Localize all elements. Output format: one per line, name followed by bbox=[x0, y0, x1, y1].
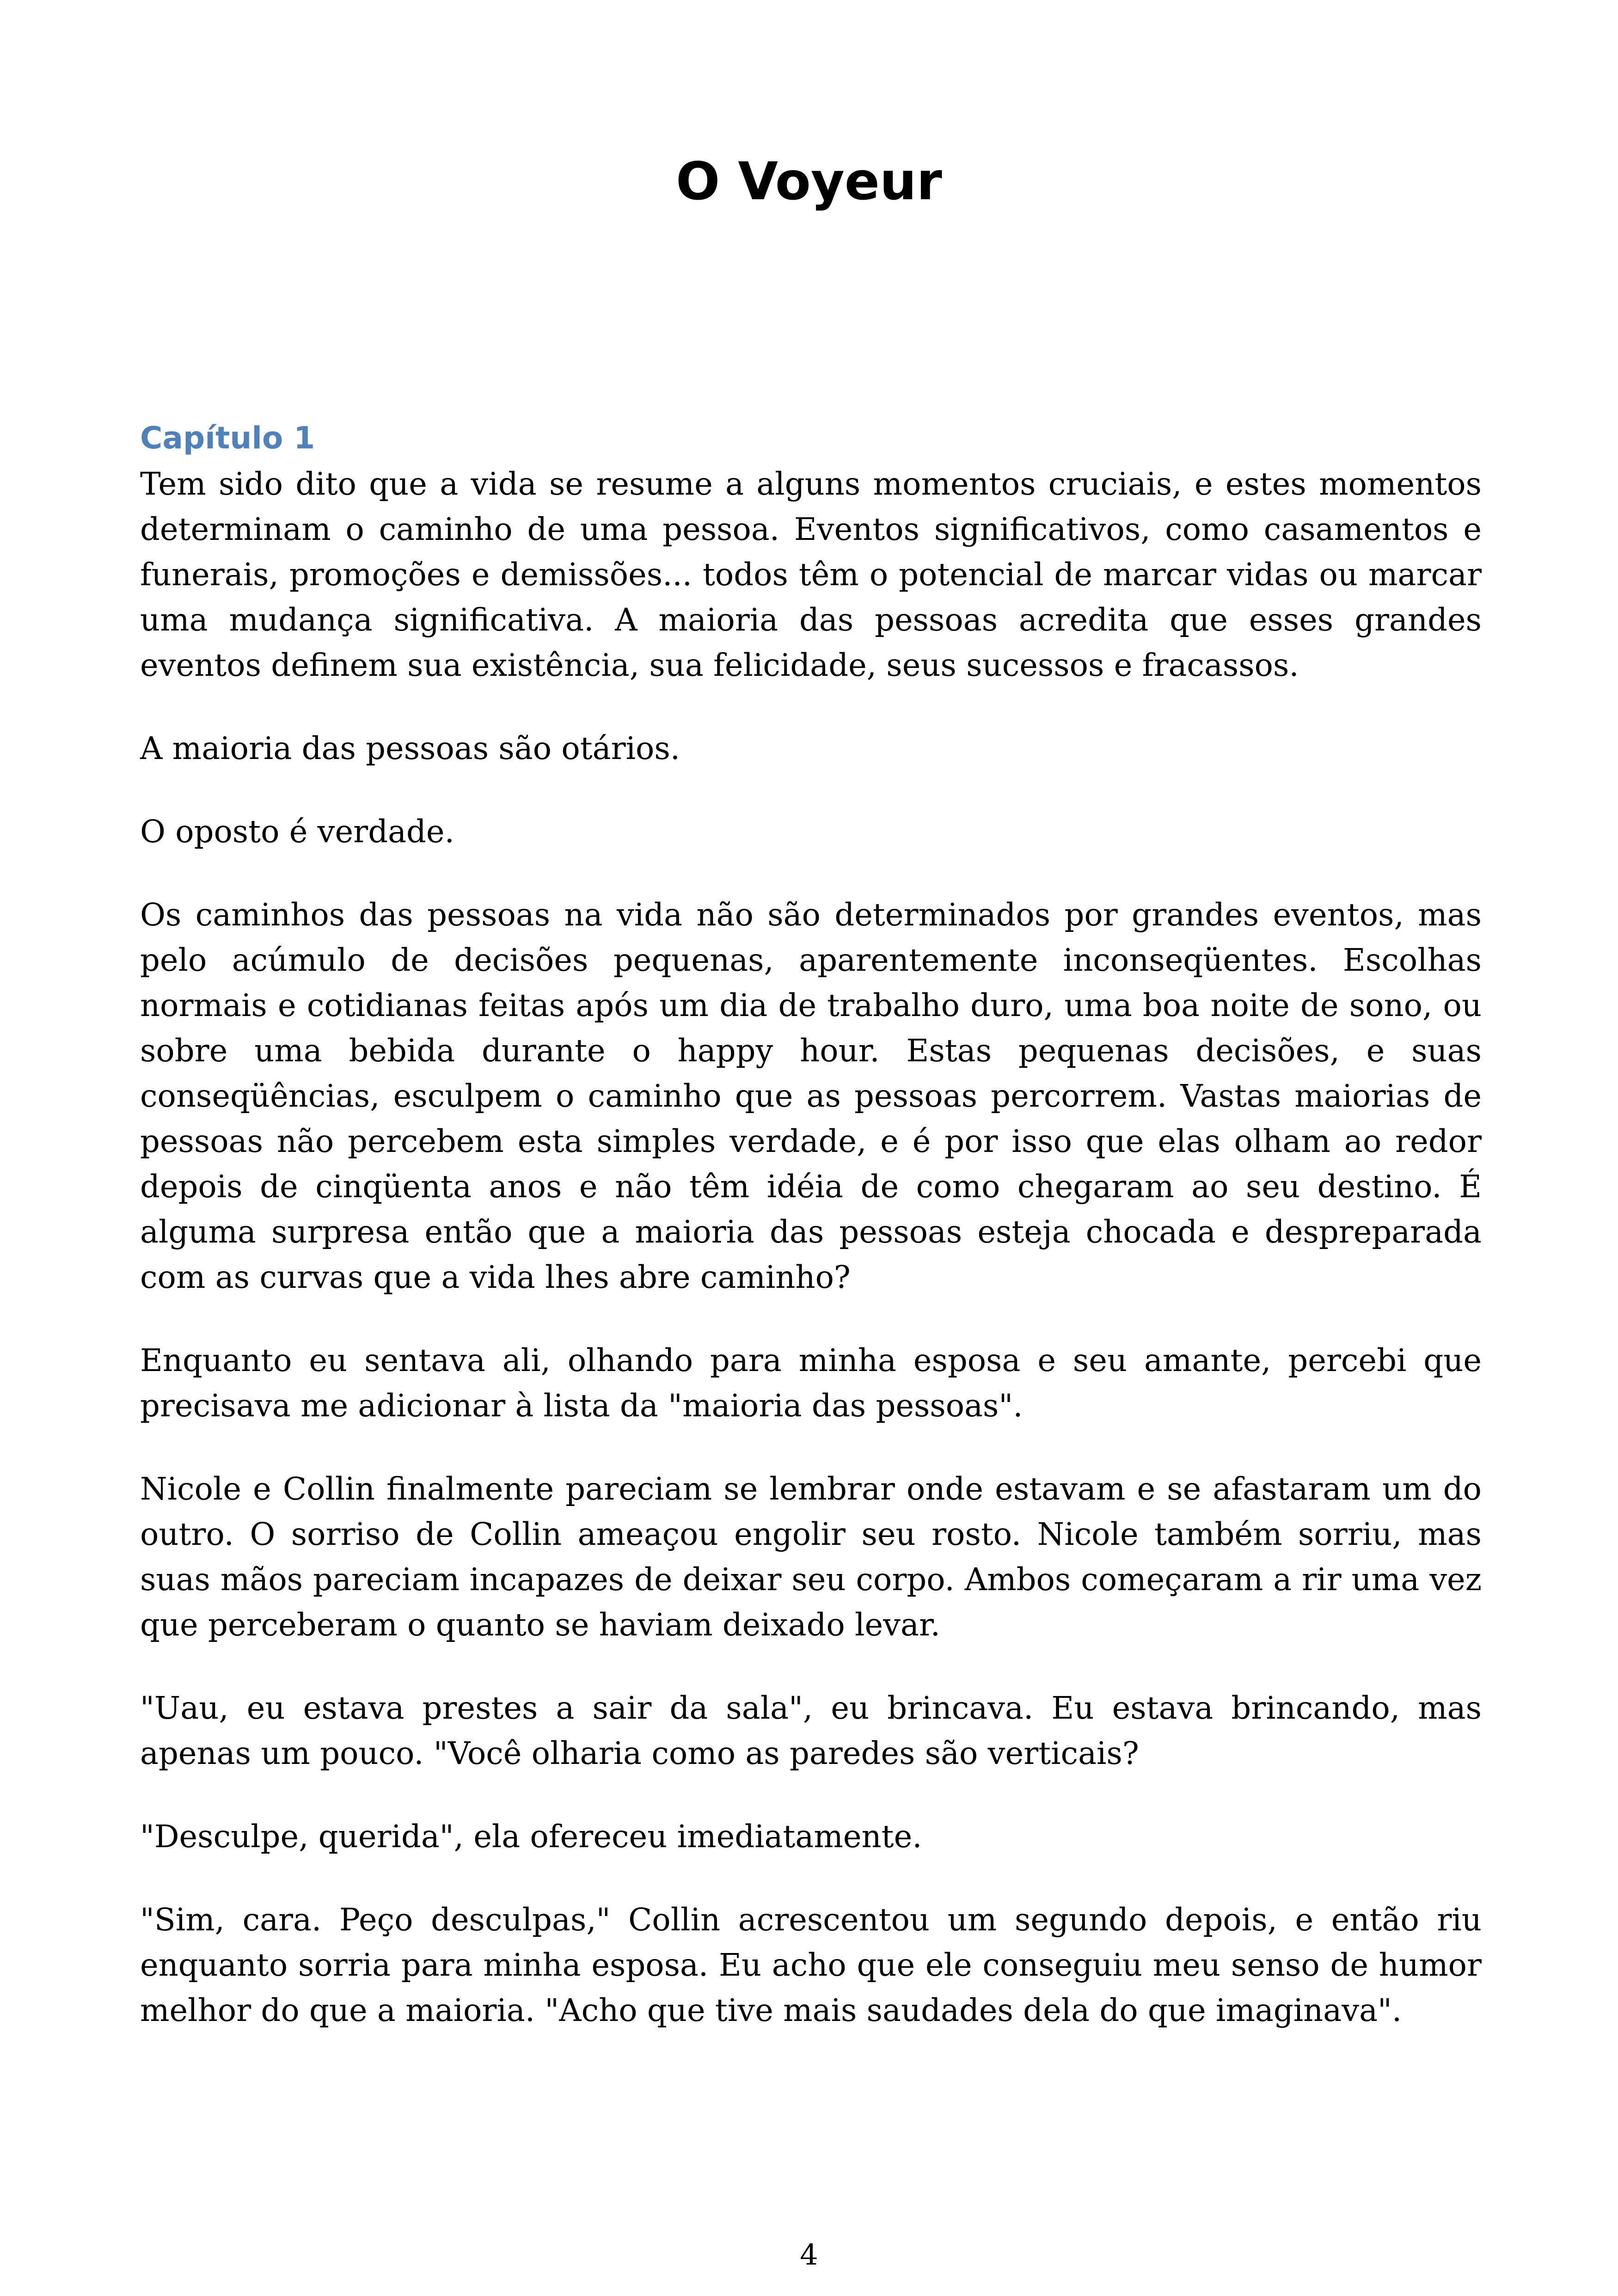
paragraph-8: "Desculpe, querida", ela ofereceu imediatamente. bbox=[140, 1818, 922, 1855]
chapter-heading: Capítulo 1 bbox=[140, 420, 315, 456]
paragraph-1: Tem sido dito que a vida se resume a alguns momentos cruciais, e estes momentos determinam o caminho de uma pessoa. Eventos significativos, como casamentos e funerais, promoções e demissões... todos têm o potencial de marcar vidas ou marcar uma mudança significativa. A maioria das pessoas acredita que esses grandes eventos definem sua existência, sua felicidade, seus sucessos e fracassos. bbox=[140, 466, 1482, 683]
paragraph-7: "Uau, eu estava prestes a sair da sala", eu brincava. Eu estava brincando, mas apenas um pouco. "Você olharia como as paredes são verticais? bbox=[140, 1690, 1482, 1771]
document-body bbox=[140, 415, 1482, 2071]
page-number: 4 bbox=[800, 2238, 818, 2272]
paragraph-4: Os caminhos das pessoas na vida não são determinados por grandes eventos, mas pelo acúmulo de decisões pequenas, aparentemente inconseqüentes. Escolhas normais e cotidianas feitas após um dia de trabalho duro, uma boa noite de sono, ou sobre uma bebida durante o happy hour. Estas pequenas decisões, e suas conseqüências, esculpem o caminho que as pessoas percorrem. Vastas maiorias de pessoas não percebem esta simples verdade, e é por isso que elas olham ao redor depois de cinqüenta anos e não têm idéia de como chegaram ao seu destino. É alguma surpresa então que a maioria das pessoas esteja chocada e despreparada com as curvas que a vida lhes abre caminho? bbox=[140, 897, 1482, 1295]
document-title: O Voyeur bbox=[676, 152, 942, 212]
paragraph-3: O oposto é verdade. bbox=[140, 814, 454, 850]
paragraph-2: A maioria das pessoas são otários. bbox=[140, 730, 680, 766]
paragraph-5: Enquanto eu sentava ali, olhando para minha esposa e seu amante, percebi que precisava me adicionar à lista da "maioria das pessoas". bbox=[140, 1342, 1482, 1424]
paragraph-6: Nicole e Collin finalmente pareciam se lembrar onde estavam e se afastaram um do outro. O sorriso de Collin ameaçou engolir seu rosto. Nicole também sorriu, mas suas mãos pareciam incapazes de deixar seu corpo. Ambos começaram a rir uma vez que perceberam o quanto se haviam deixado levar. bbox=[140, 1471, 1482, 1643]
paragraph-9: "Sim, cara. Peço desculpas," Collin acrescentou um segundo depois, e então riu enquanto sorria para minha esposa. Eu acho que ele conseguiu meu senso de humor melhor do que a maioria. "Acho que tive mais saudades dela do que imaginava". bbox=[140, 1902, 1482, 2028]
